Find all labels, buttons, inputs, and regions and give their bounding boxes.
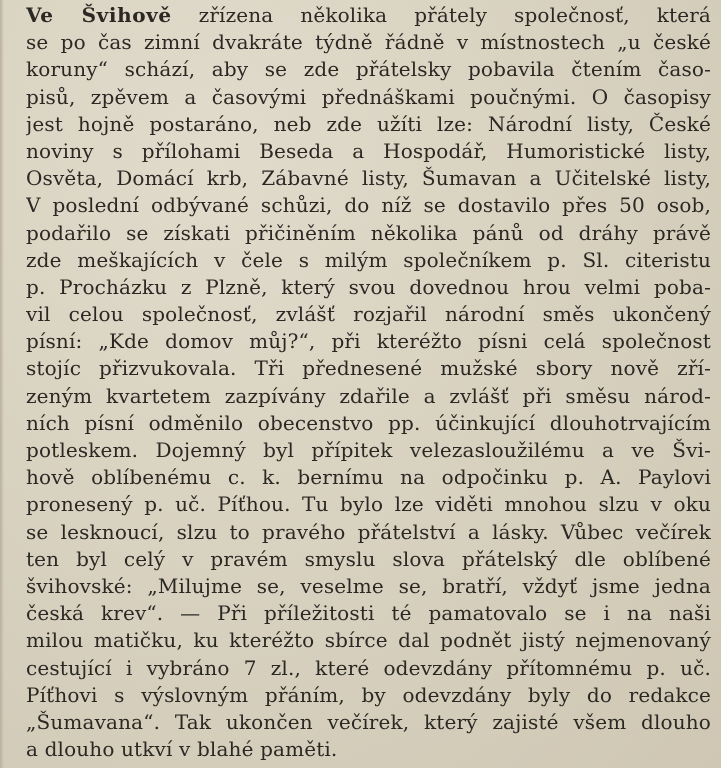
news-article [26, 2, 711, 763]
article-line: česká krev“. — Při příležitosti té pamatovalo se i na naši [26, 601, 711, 626]
article-line: jest hojně postaráno, neb zde užíti lze: Národní listy, České [26, 111, 711, 136]
article-line: „Šumavana“. Tak ukončen večírek, který zajisté všem dlouho [26, 709, 711, 734]
article-line: hově oblíbenému c. k. bernímu na odpočinku p. A. Paylovi [26, 465, 711, 490]
article-line: Osvěta, Domácí krb, Zábavné listy, Šumavan a Učitelské listy, [26, 166, 711, 191]
article-line: ních písní odměnilo obecenstvo pp. účinkující dlouhotrvajícím [26, 410, 711, 435]
article-line: pronesený p. uč. Píťhou. Tu bylo lze viděti mnohou slzu v oku [26, 492, 711, 517]
article-line: cestující i vybráno 7 zl., které odevzdány přítomnému p. uč. [26, 655, 711, 680]
article-line: Píťhovi s výslovným přáním, by odevzdány byly do redakce [26, 682, 711, 707]
article-line: zeným kvartetem zazpívány zdařile a zvlášť při směsu národ- [26, 383, 711, 408]
article-line: pisů, zpěvem a časovými přednáškami poučnými. O časopisy [26, 84, 711, 109]
article-line-last: a dlouho utkví v blahé paměti. [26, 737, 338, 762]
article-line: se po čas zimní dvakráte týdně řádně v místnostech „u české [26, 30, 711, 55]
article-line: zde meškajících v čele s milým společníkem p. Sl. citeristu [26, 247, 711, 272]
article-line: ten byl celý v pravém smyslu slova přátelský dle oblíbené [26, 546, 711, 571]
article-line: milou matičku, ku kteréžto sbírce dal podnět jistý nejmenovaný [26, 628, 711, 653]
article-line: vil celou společnosť, zvlášť rozjařil národní směs ukončený [26, 302, 711, 327]
article-line-1 [26, 2, 711, 29]
article-line: koruny“ schází, aby se zde přátelsky pobavila čtením časo- [26, 57, 711, 82]
article-lead: Ve Švihově [26, 3, 172, 27]
article-line: stojíc přizvukovala. Tři přednesené mužské sbory nově zří- [26, 356, 711, 381]
article-line: písní: „Kde domov můj?“, při kteréžto písni celá společnost [26, 329, 711, 354]
article-line: podařilo se získati přičiněním několika pánů od dráhy právě [26, 220, 711, 245]
article-line: p. Procházku z Plzně, který svou dovednou hrou velmi poba- [26, 274, 711, 299]
article-line: noviny s přílohami Beseda a Hospodář, Humoristické listy, [26, 138, 711, 163]
article-line: se lesknoucí, slzu to pravého přátelství a lásky. Vůbec večírek [26, 519, 711, 544]
article-line: švihovské: „Milujme se, veselme se, bratří, vždyť jsme jedna [26, 573, 711, 598]
article-line: V poslední odbývané schůzi, do níž se dostavilo přes 50 osob, [26, 193, 711, 218]
article-line: potleskem. Dojemný byl přípitek velezasloužilému a ve Švi- [26, 438, 711, 462]
page-fold-shadow [0, 0, 4, 768]
article-line-text: zřízena několika přátely společnosť, která [171, 3, 711, 27]
